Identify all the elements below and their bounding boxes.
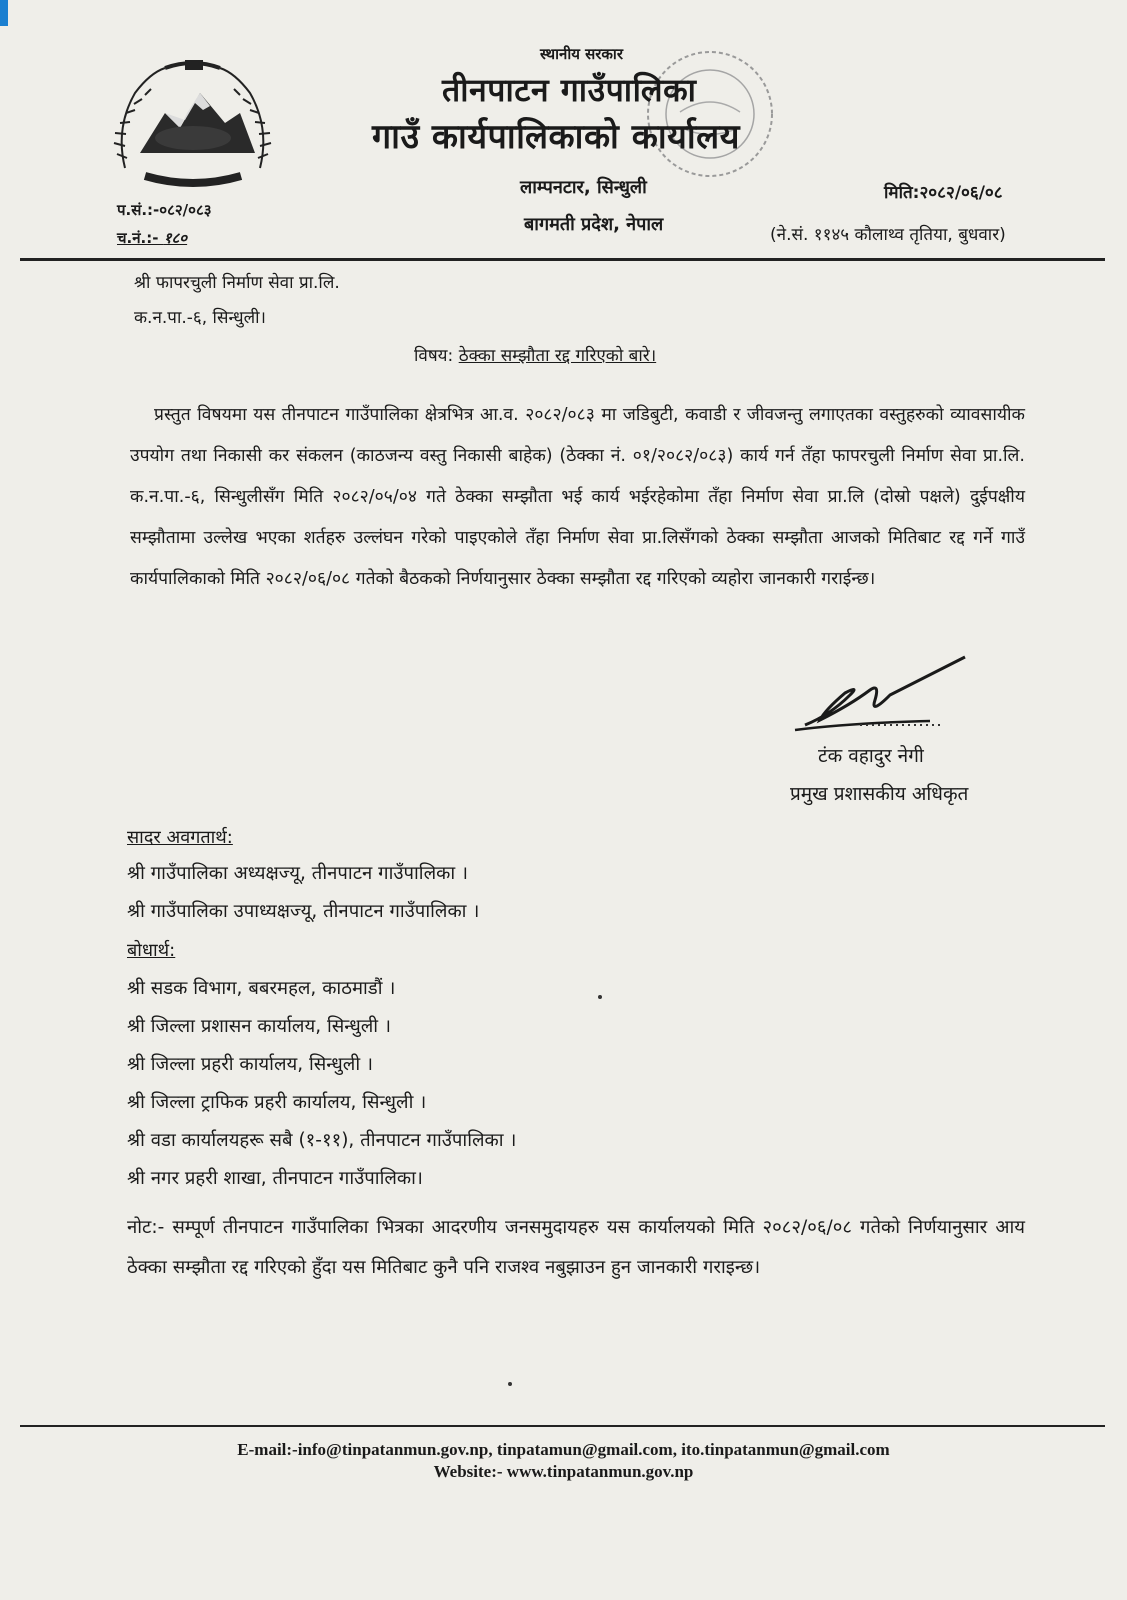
letter-number: प.सं.:-०८२/०८३: [117, 201, 212, 219]
nepal-sambat-date: (ने.सं. ११४५ कौलाथ्व तृतिया, बुधवार): [770, 225, 1006, 245]
subject-label: विषय:: [414, 346, 459, 366]
bodharth-item: श्री नगर प्रहरी शाखा, तीनपाटन गाउँपालिका।: [127, 1168, 423, 1189]
subject-text: ठेक्का सम्झौता रद्द गरिएको बारे।: [458, 346, 657, 366]
speck: [598, 995, 602, 999]
public-note: नोट:- सम्पूर्ण तीनपाटन गाउँपालिका भित्रका आदरणीय जनसमुदायहरु यस कार्यालयको मिति २०८२/०६/०८ गतेको निर्णयानुसार आय ठेक्का सम्झौता रद्द गरिएको हुँदा यस मितिबाट कुनै पनि राजश्व नबुझाउन हुन जानकारी गराइन्छ।: [127, 1217, 1025, 1278]
dispatch-number-value: १८०: [163, 229, 188, 247]
corner-accent: [0, 0, 8, 26]
footer-website: Website:- www.tinpatanmun.gov.np: [433, 1462, 694, 1481]
nepal-emblem-icon: [105, 58, 280, 193]
recipient-name: श्री फापरचुली निर्माण सेवा प्रा.लि.: [134, 273, 340, 293]
speck: [508, 1382, 512, 1386]
cc-item: श्री गाउँपालिका अध्यक्षज्यू, तीनपाटन गाउँपालिका ।: [127, 863, 469, 884]
dispatch-number-label: च.नं.:-: [117, 229, 164, 247]
footer-divider: [20, 1425, 1105, 1427]
signatory-name: टंक वहादुर नेगी: [818, 745, 924, 767]
address-line-1: लाम्पनटार, सिन्धुली: [520, 177, 647, 198]
subject-line: [414, 343, 656, 366]
government-line: स्थानीय सरकार: [540, 45, 623, 63]
signatory-title: प्रमुख प्रशासकीय अधिकृत: [790, 783, 969, 805]
bodharth-item: श्री जिल्ला प्रशासन कार्यालय, सिन्धुली ।: [127, 1016, 391, 1037]
bodharth-item: श्री वडा कार्यालयहरू सबै (१-११), तीनपाटन गाउँपालिका ।: [127, 1130, 517, 1151]
letter-body: प्रस्तुत विषयमा यस तीनपाटन गाउँपालिका क्षेत्रभित्र आ.व. २०८२/०८३ मा जडिबुटी, कवाडी र जीवजन्तु लगाएतका वस्तुहरुको व्यावसायीक उपयोग तथा निकासी कर संकलन (काठजन्य वस्तु निकासी बाहेक) (ठेक्का नं. ०१/२०८२/०८३) कार्य गर्न तँहा फापरचुली निर्माण सेवा प्रा.लि. क.न.पा.-६, सिन्धुलीसँग मिति २०८२/०५/०४ गते ठेक्का सम्झौता भई कार्य भईरहेकोमा तँहा निर्माण सेवा प्रा.लि (दोस्रो पक्षले) दुईपक्षीय सम्झौतामा उल्लेख भएका शर्तहरु उल्लंघन गरेको पाइएकोले तँहा निर्माण सेवा प्रा.लिसँगको ठेक्का सम्झौता आजको मितिबाट रद्द गर्ने गाउँ कार्यपालिकाको मिति २०८२/०६/०८ गतेको बैठकको निर्णयानुसार ठेक्का सम्झौता रद्द गरिएको व्यहोरा जानकारी गराईन्छ।: [130, 405, 1025, 589]
bodharth-item: श्री जिल्ला ट्राफिक प्रहरी कार्यालय, सिन्धुली ।: [127, 1092, 427, 1113]
recipient-address: क.न.पा.-६, सिन्धुली।: [134, 308, 266, 328]
bodharth-item: श्री जिल्ला प्रहरी कार्यालय, सिन्धुली ।: [127, 1054, 374, 1075]
footer-email: E-mail:-info@tinpatanmun.gov.np, tinpatamun@gmail.com, ito.tinpatanmun@gmail.com: [237, 1440, 890, 1459]
signature-icon: [790, 655, 980, 740]
cc-heading: सादर अवगतार्थ:: [127, 827, 233, 848]
letter-date: मिति:२०८२/०६/०८: [884, 183, 1003, 203]
address-line-2: बागमती प्रदेश, नेपाल: [524, 214, 664, 235]
bodharth-heading: बोधार्थ:: [127, 940, 176, 961]
cc-item: श्री गाउँपालिका उपाध्यक्षज्यू, तीनपाटन गाउँपालिका ।: [127, 901, 480, 922]
dispatch-number: [117, 228, 187, 248]
office-name: गाउँ कार्यपालिकाको कार्यालय: [372, 117, 740, 157]
bodharth-item: श्री सडक विभाग, बबरमहल, काठमाडौं ।: [127, 978, 396, 999]
municipality-name: तीनपाटन गाउँपालिका: [442, 71, 697, 109]
header-divider: [20, 258, 1105, 261]
